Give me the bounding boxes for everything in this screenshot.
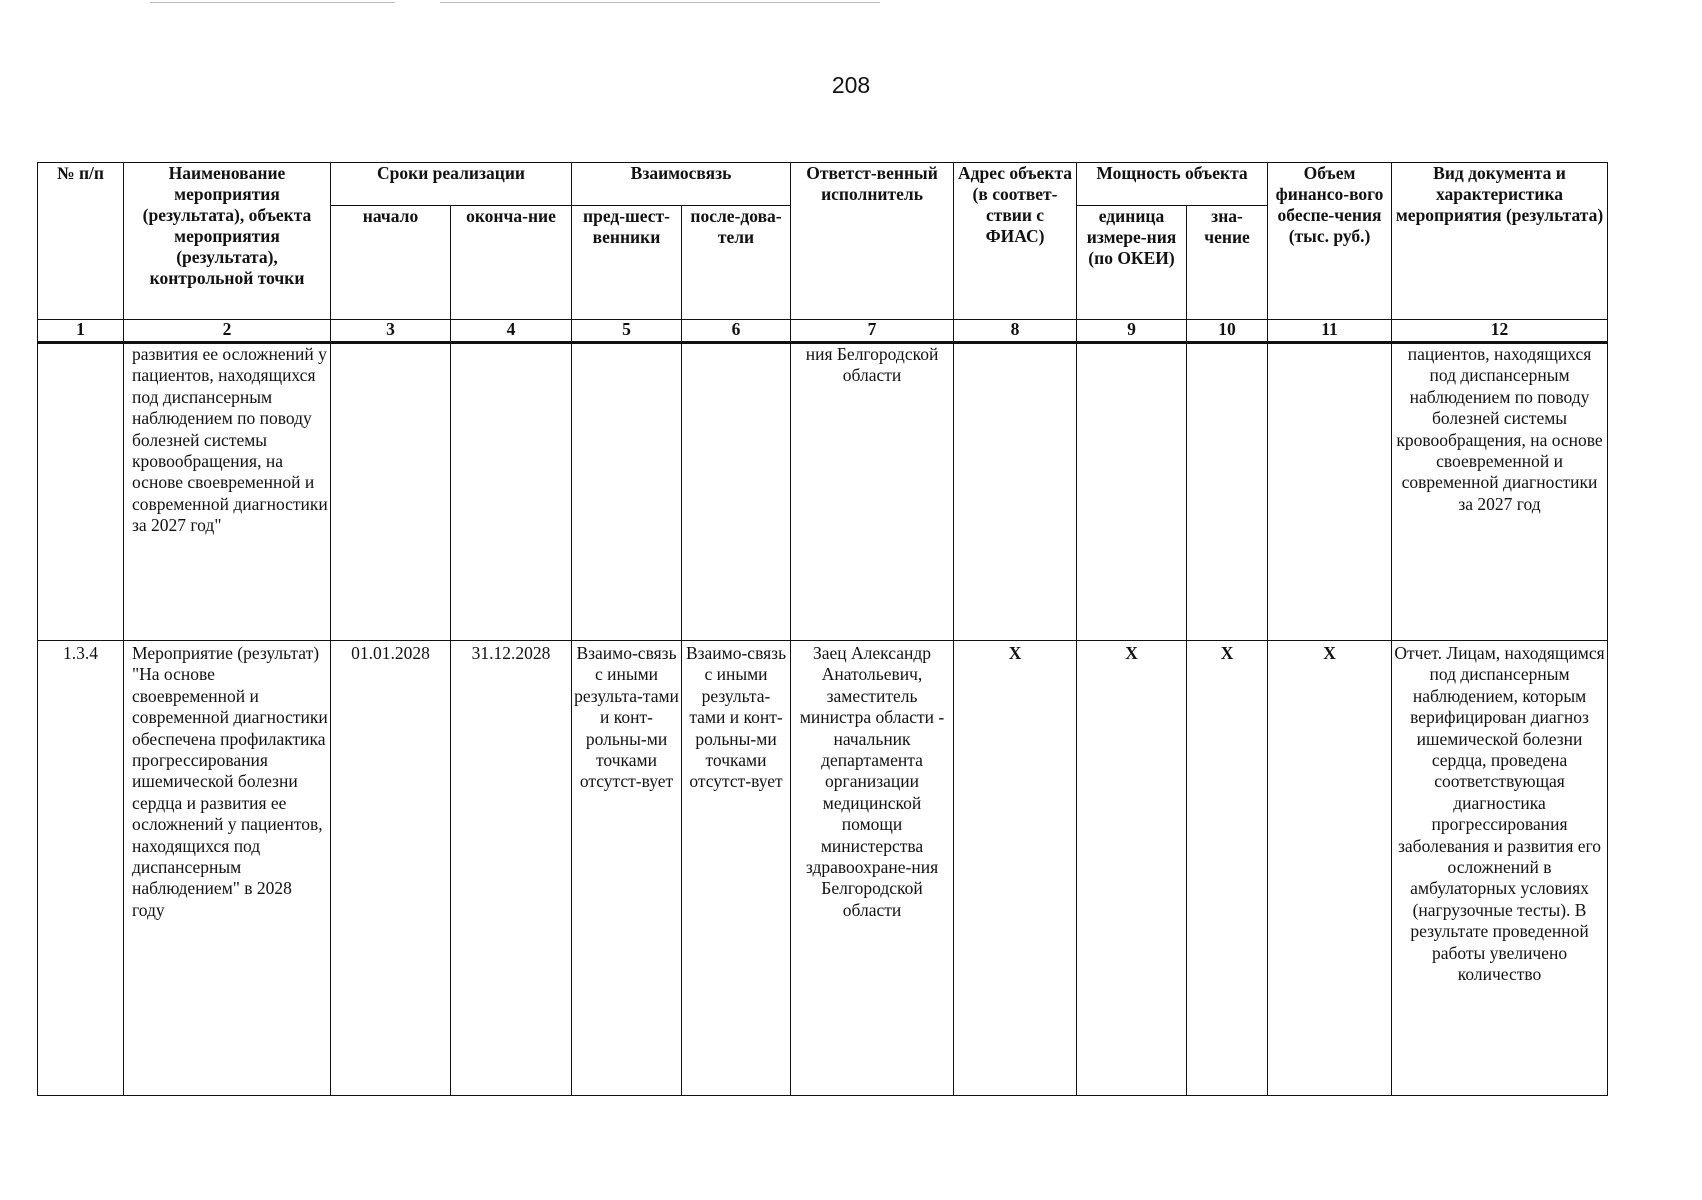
header-address: Адрес объекта (в соответ-ствии с ФИАС) <box>954 163 1077 320</box>
header-capacity-value: зна-чение <box>1187 206 1268 320</box>
cell-value <box>1187 343 1268 641</box>
cell-end <box>451 343 572 641</box>
column-number: 6 <box>682 320 791 343</box>
column-number: 1 <box>38 320 124 343</box>
cell-funding: X <box>1268 641 1392 1096</box>
column-number: 9 <box>1077 320 1187 343</box>
header-terms-end: оконча-ние <box>451 206 572 320</box>
header-relation-pred: пред-шест-венники <box>572 206 682 320</box>
cell-responsible: Заец Александр Анатольевич, заместитель министра области - начальник департамента организации медицинской помощи министерства здравоохране-ния Белгородской области <box>791 641 954 1096</box>
cell-successors: Взаимо-связь с иными результа-тами и конт-рольны-ми точками отсутст-вует <box>682 641 791 1096</box>
table-row <box>38 641 1608 1096</box>
scan-top-line-left <box>150 2 395 3</box>
page-number: 208 <box>831 72 871 98</box>
cell-predecessors: Взаимо-связь с иными результа-тами и конт-рольны-ми точками отсутст-вует <box>572 641 682 1096</box>
cell-doc: Отчет. Лицам, находящимся под диспансерным наблюдением, которым верифицирован диагноз ишемической болезни сердца, проведена соответствующая диагностика прогрессирования заболевания и развития его осложнений в амбулаторных условиях (нагрузочные тесты). В результате проведенной работы увеличено количество <box>1392 641 1608 1096</box>
cell-funding <box>1268 343 1392 641</box>
cell-num <box>38 343 124 641</box>
header-doc-type: Вид документа и характеристика мероприятия (результата) <box>1392 163 1608 320</box>
column-numbers-row <box>38 320 1608 343</box>
column-number: 5 <box>572 320 682 343</box>
header-capacity-unit: единица измере-ния (по ОКЕИ) <box>1077 206 1187 320</box>
header-responsible: Ответст-венный исполнитель <box>791 163 954 320</box>
cell-start <box>331 343 451 641</box>
cell-num: 1.3.4 <box>38 641 124 1096</box>
cell-end: 31.12.2028 <box>451 641 572 1096</box>
header-terms: Сроки реализации <box>331 163 572 206</box>
header-funding: Объем финансо-вого обеспе-чения (тыс. руб.) <box>1268 163 1392 320</box>
column-number: 3 <box>331 320 451 343</box>
column-number: 11 <box>1268 320 1392 343</box>
column-number: 10 <box>1187 320 1268 343</box>
cell-value: X <box>1187 641 1268 1096</box>
plan-table <box>37 162 1608 1096</box>
cell-responsible: ния Белгородской области <box>791 343 954 641</box>
cell-predecessors <box>572 343 682 641</box>
cell-start: 01.01.2028 <box>331 641 451 1096</box>
header-name: Наименование мероприятия (результата), объекта мероприятия (результата), контрольной точки <box>124 163 331 320</box>
cell-name: Мероприятие (результат) "На основе своевременной и современной диагностики обеспечена профилактика прогрессирования ишемической болезни сердца и развития ее осложнений у пациентов, находящихся под диспансерным наблюдением" в 2028 году <box>124 641 331 1096</box>
cell-doc: пациентов, находящихся под диспансерным наблюдением по поводу болезней системы кровообращения, на основе своевременной и современной диагностики за 2027 год <box>1392 343 1608 641</box>
cell-name: развития ее осложнений у пациентов, находящихся под диспансерным наблюдением по поводу болезней системы кровообращения, на основе своевременной и современной диагностики за 2027 год" <box>124 343 331 641</box>
cell-address <box>954 343 1077 641</box>
cell-address: X <box>954 641 1077 1096</box>
header-num: № п/п <box>38 163 124 320</box>
header-relation: Взаимосвязь <box>572 163 791 206</box>
column-number: 8 <box>954 320 1077 343</box>
header-relation-succ: после-дова-тели <box>682 206 791 320</box>
column-number: 2 <box>124 320 331 343</box>
header-terms-start: начало <box>331 206 451 320</box>
header-row-1 <box>38 163 1608 206</box>
table-row <box>38 343 1608 641</box>
column-number: 12 <box>1392 320 1608 343</box>
cell-successors <box>682 343 791 641</box>
column-number: 7 <box>791 320 954 343</box>
cell-unit: X <box>1077 641 1187 1096</box>
header-capacity: Мощность объекта <box>1077 163 1268 206</box>
cell-unit <box>1077 343 1187 641</box>
scan-top-line-right <box>440 2 880 3</box>
column-number: 4 <box>451 320 572 343</box>
